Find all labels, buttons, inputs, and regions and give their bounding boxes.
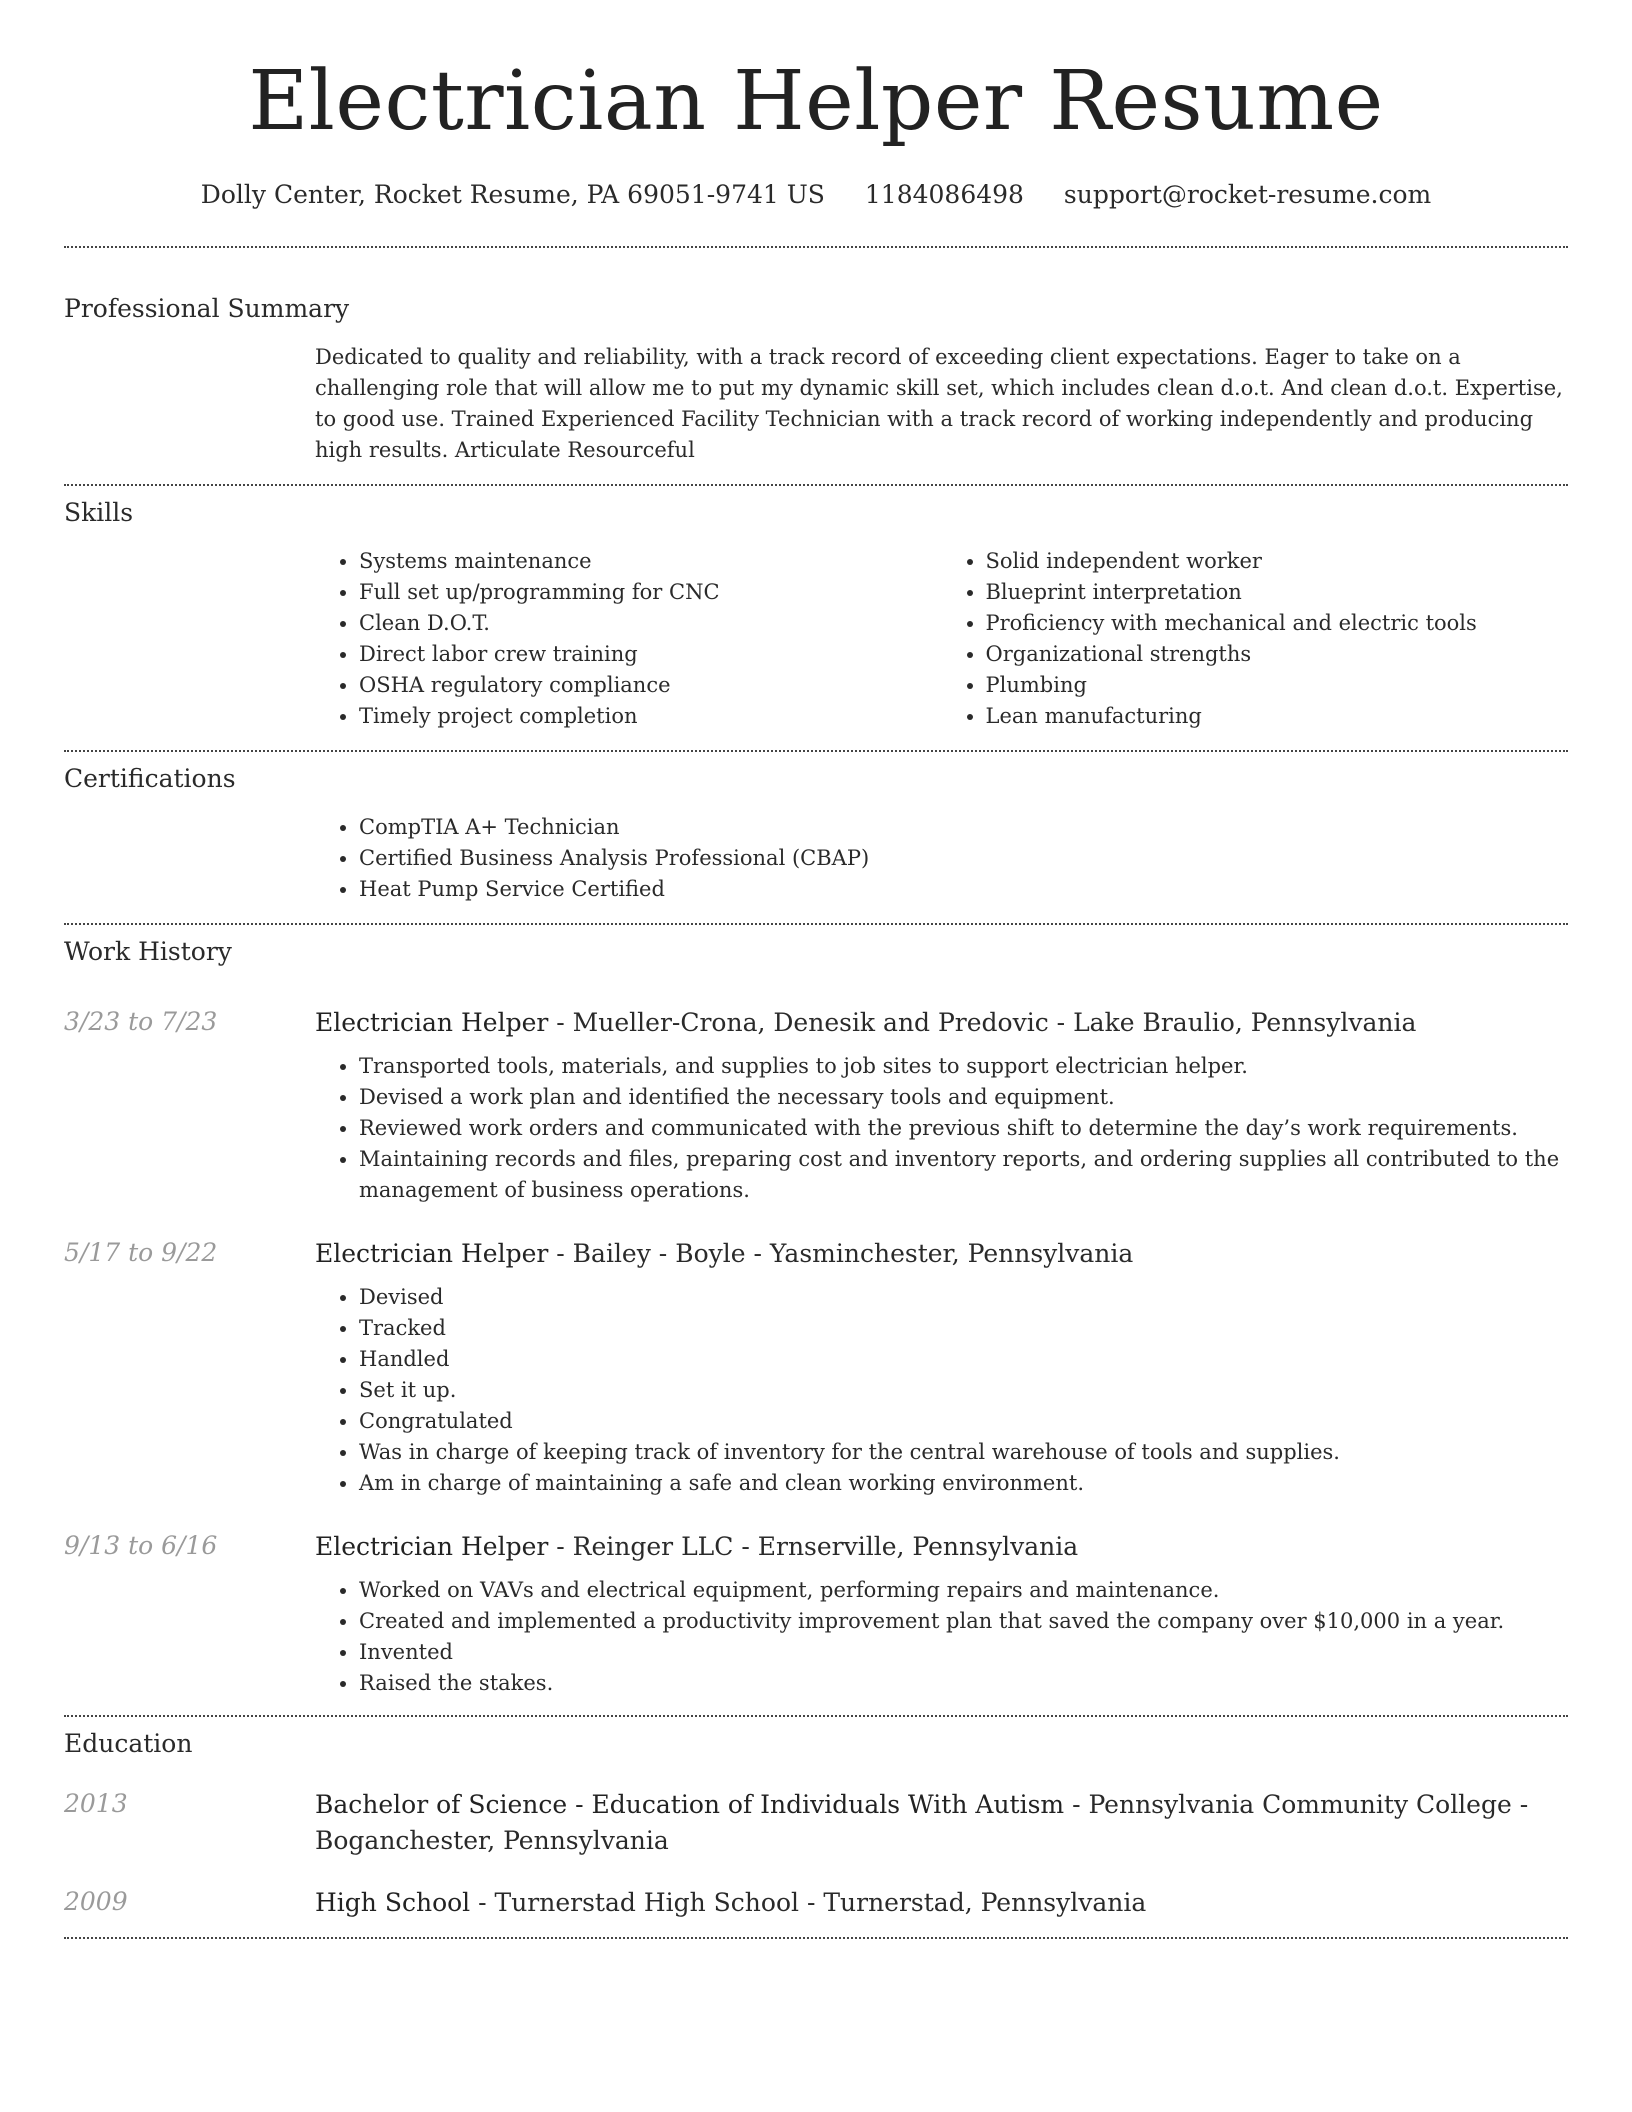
certification-item: • Certified Business Analysis Professional (CBAP) [359,843,1568,874]
job-bullet: • Congratulated [359,1406,1568,1437]
job-bullet: • Devised a work plan and identified the necessary tools and equipment. [359,1082,1568,1113]
skill-item: • Clean D.O.T. [359,608,942,639]
divider [64,750,1568,752]
contact-address: Dolly Center, Rocket Resume, PA 69051-9741 US [200,180,825,209]
job-bullet: • Raised the stakes. [359,1668,1568,1699]
job-title [315,1005,1568,1041]
certification-item: • CompTIA A+ Technician [359,812,1568,843]
job-bullet: • Handled [359,1344,1568,1375]
skill-item: • OSHA regulatory compliance [359,670,942,701]
job-bullets [315,1051,1568,1206]
job-bullet: • Devised [359,1282,1568,1313]
skill-item: • Organizational strengths [986,639,1569,670]
skill-item: • Blueprint interpretation [986,577,1569,608]
resume-title: Electrician Helper Resume [248,54,1384,149]
job-employer-location: - Reinger LLC - Ernserville, Pennsylvania [548,1532,1079,1561]
education-list [64,1787,1568,1921]
skill-item: • Timely project completion [359,701,942,732]
divider [64,1937,1568,1939]
job-bullets [315,1575,1568,1699]
job-bullet: • Worked on VAVs and electrical equipment, performing repairs and maintenance. [359,1575,1568,1606]
education-title [315,1885,1568,1921]
job-bullet-list [315,1575,1568,1699]
section-title-work-history: Work History [64,937,232,966]
skill-item: • Direct labor crew training [359,639,942,670]
certifications-list [315,812,1568,905]
divider [64,923,1568,925]
job-role: Electrician Helper [315,1239,549,1268]
job-bullet: • Transported tools, materials, and supplies to job sites to support electrician helper. [359,1051,1568,1082]
education-school-location: - Pennsylvania Community College - Boganchester, Pennsylvania [315,1790,1529,1855]
job-employer-location: - Bailey - Boyle - Yasminchester, Pennsylvania [548,1239,1134,1268]
skill-item: • Proficiency with mechanical and electric tools [986,608,1569,639]
skill-item: • Lean manufacturing [986,701,1569,732]
education-date: 2013 [64,1789,128,1818]
certifications-bullets [315,812,1568,905]
job-bullet: • Invented [359,1637,1568,1668]
job-entry [64,1005,1568,1206]
job-date: 9/13 to 6/16 [64,1531,218,1560]
job-bullet: • Set it up. [359,1375,1568,1406]
education-degree: Bachelor of Science - Education of Individuals With Autism [315,1790,1065,1819]
job-header [64,1236,1568,1272]
skill-item: • Systems maintenance [359,546,942,577]
skill-item: • Plumbing [986,670,1569,701]
job-bullets [315,1282,1568,1499]
work-history-list [64,1005,1568,1699]
education-school-location: - Turnerstad High School - Turnerstad, Pennsylvania [470,1888,1147,1917]
section-title-skills: Skills [64,498,134,527]
job-date: 3/23 to 7/23 [64,1007,218,1036]
contact-phone: 1184086498 [864,180,1024,209]
education-entry [64,1787,1568,1859]
job-title [315,1236,1568,1272]
skill-item: • Solid independent worker [986,546,1569,577]
job-role: Electrician Helper [315,1532,549,1561]
education-entry [64,1885,1568,1921]
job-bullet: • Maintaining records and files, preparing cost and inventory reports, and ordering supplies all contributed to the management of business operations. [359,1144,1568,1206]
job-bullet: • Was in charge of keeping track of inventory for the central warehouse of tools and supplies. [359,1437,1568,1468]
skills-column-left [315,546,942,732]
section-title-education: Education [64,1729,193,1758]
divider [64,1715,1568,1717]
divider [64,484,1568,486]
job-bullet: • Reviewed work orders and communicated with the previous shift to determine the day’s work requirements. [359,1113,1568,1144]
job-bullet-list [315,1051,1568,1206]
job-header [64,1529,1568,1565]
skill-item: • Full set up/programming for CNC [359,577,942,608]
job-entry [64,1236,1568,1499]
job-employer-location: - Mueller-Crona, Denesik and Predovic - Lake Braulio, Pennsylvania [548,1008,1417,1037]
divider [64,246,1568,248]
section-title-certifications: Certifications [64,764,236,793]
job-bullet-list [315,1282,1568,1499]
skills-list [315,546,1568,732]
skills-column-right [942,546,1569,732]
contact-line [64,178,1568,212]
education-degree: High School [315,1888,471,1917]
education-title [315,1787,1568,1859]
job-entry [64,1529,1568,1699]
job-role: Electrician Helper [315,1008,549,1037]
job-header [64,1005,1568,1041]
job-bullet: • Tracked [359,1313,1568,1344]
job-bullet: • Created and implemented a productivity improvement plan that saved the company over $10,000 in a year. [359,1606,1568,1637]
education-date: 2009 [64,1887,128,1916]
job-date: 5/17 to 9/22 [64,1238,218,1267]
job-bullet: • Am in charge of maintaining a safe and clean working environment. [359,1468,1568,1499]
certification-item: • Heat Pump Service Certified [359,874,1568,905]
summary-text: Dedicated to quality and reliability, with a track record of exceeding client expectations. Eager to take on a challenging role that will allow me to put my dynamic skill set, which includes clean d.o.t. And clean d.o.t. Expertise, to good use. Trained Experienced Facility Technician with a track record of working independently and producing high results. Articulate Resourceful [315,345,1563,462]
job-title [315,1529,1568,1565]
contact-email: support@rocket-resume.com [1063,180,1432,209]
section-title-summary: Professional Summary [64,294,350,323]
